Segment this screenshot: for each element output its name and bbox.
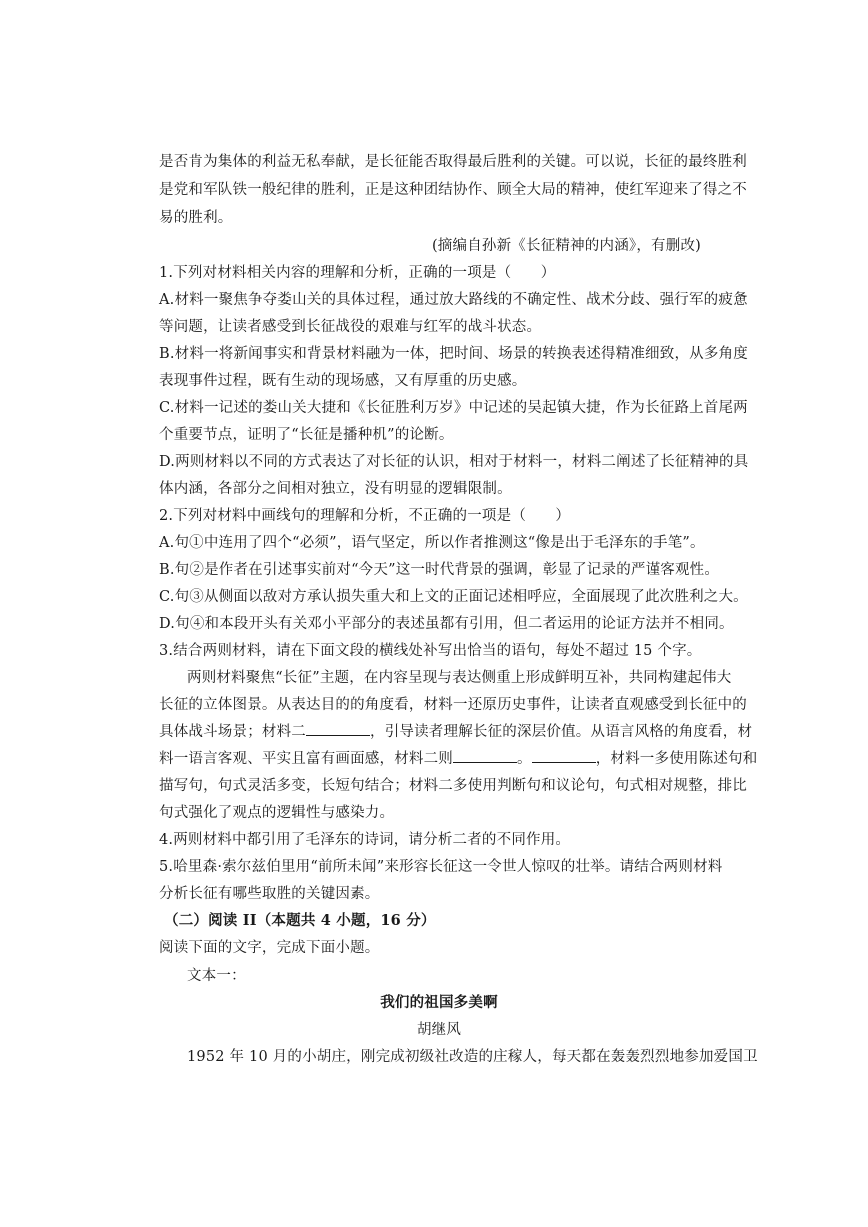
q3-text: ，引导读者理解长征的深层价值。从语言风格的角度看，材 bbox=[370, 724, 753, 740]
q1-option-b: B.材料一将新闻事实和背景材料融为一体，把时间、场景的转换表述得精准细致，从多角度 bbox=[159, 346, 748, 362]
q3-text: 料一语言客观、平实且富有画面感，材料二则 bbox=[159, 751, 453, 767]
q1-option-a: A.材料一聚焦争夺娄山关的具体过程，通过放大路线的不确定性、战术分歧、强行军的疲惫 bbox=[159, 292, 748, 308]
q3-text: 具体战斗场景；材料二 bbox=[159, 724, 306, 740]
q2-option-a: A.句①中连用了四个“必须”，语气坚定，所以作者推测这“像是出于毛泽东的手笔”。 bbox=[159, 535, 705, 551]
answer-blank[interactable] bbox=[306, 722, 370, 736]
source-citation: (摘编自孙新《长征精神的内涵》，有删改) bbox=[431, 238, 701, 254]
q2-option-d: D.句④和本段开头有关邓小平部分的表述虽都有引用，但二者运用的论证方法并不相同。 bbox=[159, 616, 734, 632]
q2-option-b: B.句②是作者在引述事实前对“今天”这一时代背景的强调，彰显了记录的严谨客观性。 bbox=[159, 562, 720, 578]
q1-option-b-cont: 表现事件过程，既有生动的现场感，又有厚重的历史感。 bbox=[159, 373, 527, 389]
question-5: 5.哈里森·索尔兹伯里用“前所未闻”来形容长征这一令世人惊叹的壮举。请结合两则材料 bbox=[159, 859, 723, 875]
q1-option-a-cont: 等问题，让读者感受到长征战役的艰难与红军的战斗状态。 bbox=[159, 319, 542, 335]
article-title: 我们的祖国多美啊 bbox=[380, 994, 498, 1011]
question-5-cont: 分析长征有哪些取胜的关键因素。 bbox=[159, 886, 380, 902]
q1-option-c: C.材料一记述的娄山关大捷和《长征胜利万岁》中记述的吴起镇大捷，作为长征路上首尾两 bbox=[159, 400, 748, 416]
reading-instruction: 阅读下面的文字，完成下面小题。 bbox=[159, 940, 380, 956]
q1-option-d: D.两则材料以不同的方式表达了对长征的认识，相对于材料一，材料二阐述了长征精神的具 bbox=[159, 454, 749, 470]
text-label: 文本一： bbox=[187, 968, 246, 984]
question-2-stem: 2.下列对材料中画线句的理解和分析，不正确的一项是（ ） bbox=[159, 508, 571, 524]
q1-option-c-cont: 个重要节点，证明了“长征是播种机”的论断。 bbox=[159, 427, 454, 443]
question-1-stem: 1.下列对材料相关内容的理解和分析，正确的一项是（ ） bbox=[159, 265, 556, 281]
answer-blank[interactable] bbox=[532, 749, 596, 763]
passage-line: 是否肯为集体的利益无私奉献，是长征能否取得最后胜利的关键。可以说，长征的最终胜利 bbox=[159, 154, 747, 170]
q3-paragraph-line: 长征的立体图景。从表达目的的角度看，材料一还原历史事件，让读者直观感受到长征中的 bbox=[159, 697, 747, 713]
passage-line: 是党和军队铁一般纪律的胜利，正是这种团结协作、顾全大局的精神，使红军迎来了得之不 bbox=[159, 182, 747, 198]
q1-option-d-cont: 体内涵，各部分之间相对独立，没有明显的逻辑限制。 bbox=[159, 481, 512, 497]
q3-text: ，材料一多使用陈述句和 bbox=[595, 751, 758, 767]
q3-paragraph-line bbox=[159, 749, 758, 769]
q3-paragraph-line bbox=[159, 722, 753, 742]
q2-option-c: C.句③从侧面以敌对方承认损失重大和上文的正面记述相呼应，全面展现了此次胜利之大。 bbox=[159, 589, 748, 605]
q3-paragraph-line: 句式强化了观点的逻辑性与感染力。 bbox=[159, 805, 395, 821]
q3-text: 。 bbox=[517, 751, 532, 767]
passage-line: 易的胜利。 bbox=[159, 210, 233, 226]
question-3-stem: 3.结合两则材料，请在下面文段的横线处补写出恰当的语句，每处不超过 15 个字。 bbox=[159, 643, 702, 659]
section-heading: （二）阅读 II（本题共 4 小题，16 分） bbox=[164, 912, 436, 929]
article-first-line: 1952 年 10 月的小胡庄，刚完成初级社改造的庄稼人，每天都在轰轰烈烈地参加爱国卫 bbox=[187, 1049, 758, 1065]
q3-paragraph-line: 两则材料聚焦“长征”主题，在内容呈现与表达侧重上形成鲜明互补，共同构建起伟大 bbox=[187, 670, 732, 686]
article-author: 胡继风 bbox=[416, 1022, 462, 1038]
question-4: 4.两则材料中都引用了毛泽东的诗词，请分析二者的不同作用。 bbox=[159, 832, 571, 848]
q3-paragraph-line: 描写句，句式灵活多变，长短句结合；材料二多使用判断句和议论句，句式相对规整，排比 bbox=[159, 778, 747, 794]
answer-blank[interactable] bbox=[453, 749, 517, 763]
